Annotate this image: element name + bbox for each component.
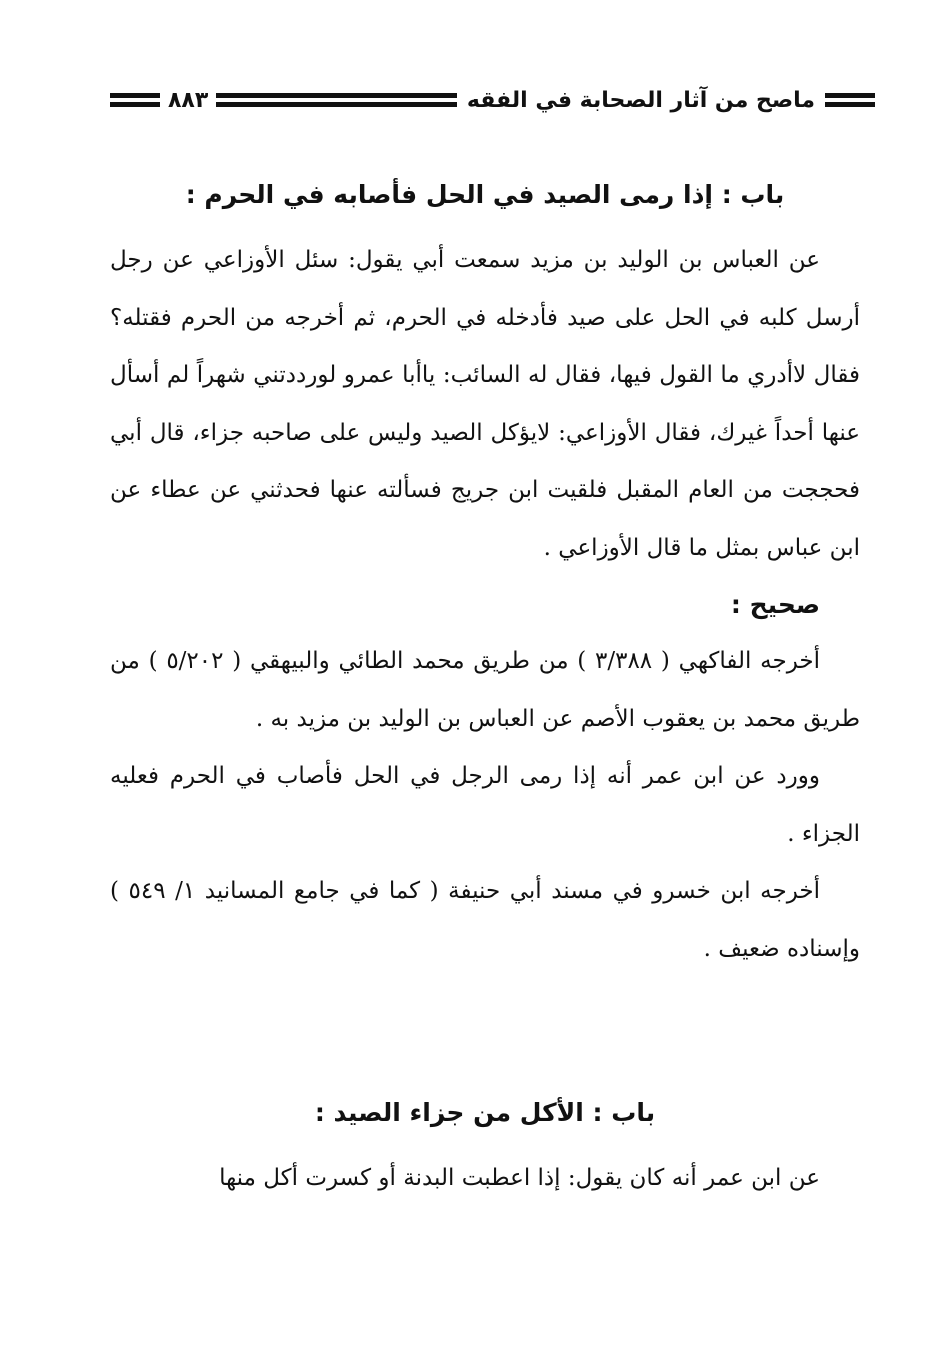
header-rule-right (825, 93, 875, 107)
header-rule-middle (216, 93, 457, 107)
section-spacer (110, 978, 860, 1088)
running-title: ماصح من آثار الصحابة في الفقه (466, 87, 815, 113)
section-heading: باب : إذا رمى الصيد في الحل فأصابه في الحرم : (185, 180, 785, 209)
section-heading: باب : الأكل من جزاء الصيد : (314, 1098, 656, 1127)
running-header (110, 80, 875, 120)
grade-label: صحيح : (730, 590, 820, 619)
narration-paragraph: عن ابن عمر أنه كان يقول: إذا اعطبت البدنة أو كسرت أكل منها (219, 1165, 820, 1191)
variant-narration-paragraph: وورد عن ابن عمر أنه إذا رمى الرجل في الحل فأصاب في الحرم فعليه الجزاء . (110, 763, 860, 847)
page-number: ٨٨٣ (168, 87, 209, 113)
variant-takhrij-paragraph: أخرجه ابن خسرو في مسند أبي حنيفة ( كما في جامع المسانيد ١/ ٥٤٩ ) وإسناده ضعيف . (110, 878, 860, 962)
page-content (110, 170, 860, 1208)
takhrij-paragraph: أخرجه الفاكهي ( ٣/٣٨٨ ) من طريق محمد الطائي والبيهقي ( ٥/٢٠٢ ) من طريق محمد بن يعقوب الأصم عن العباس بن الوليد بن مزيد به . (110, 648, 860, 732)
narration-paragraph: عن العباس بن الوليد بن مزيد سمعت أبي يقول: سئل الأوزاعي عن رجل أرسل كلبه في الحل على صيد فأدخله في الحرم، ثم أخرجه من الحرم فقتله؟ فقال لاأدري ما القول فيها، فقال له السائب: ياأبا عمرو لورددتني شهراً لم أسأل عنها أحداً غيرك، فقال الأوزاعي: لايؤكل الصيد وليس على صاحبه جزاء، قال أبي فحججت من العام المقبل فلقيت ابن جريج فسألته عنها فحدثني عن عطاء عن ابن عباس بمثل ما قال الأوزاعي . (110, 247, 860, 561)
header-rule-left (110, 93, 160, 107)
